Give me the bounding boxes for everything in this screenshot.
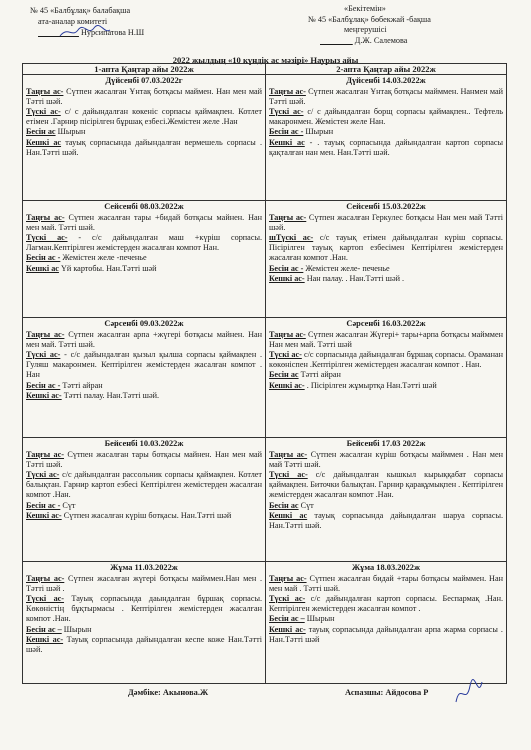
day-cell-left [23,75,265,200]
signature-left [58,24,112,40]
meal-label: Кешкі ас [269,137,305,147]
meal-entry [269,350,503,370]
meal-entry [269,233,503,264]
meal-label: Түскі ас- [26,593,65,603]
header-right [300,4,510,46]
meal-label: Таңғы ас- [269,212,307,222]
week-2-header: 2-апта Қаңтар айы 2022ж [336,64,436,74]
meal-label: шТүскі ас- [269,232,314,242]
meal-text: с/с дайындалған картоп сорпасы. Беспармақ .Нан. Кептірілген жемістерден жасалған компот . [269,593,503,614]
meal-text: с/ с дайындалған көкеніс сорпасы қаймақпен. Котлет етімен .Гарнир пісірілген бұршақ езбесі.Жемістен желе .Нан [26,106,262,127]
meal-text: с/с дайындалған рассольник сорпасы қаймақпен. Котлет балықтан. Гарнир картоп езбесі Кептірілген жемістерден жасалған компот .Нан. [26,469,262,500]
meal-label: Таңғы ас- [26,573,65,583]
meal-entry [269,264,503,274]
head-title: меңгерушісі [344,25,387,34]
meal-entry [269,501,503,511]
day-cell-right [266,562,506,685]
meal-label: Таңғы ас- [26,449,65,459]
meal-entry [26,470,262,501]
meal-text: Сүтпен жасалған Геркулес ботқасы Нан мен май Тәтті шәй. [269,212,503,232]
day-heading: Сәрсенбі 16.03.2022ж [346,319,426,328]
meal-text: Сүтпен жасалған бидай +тары ботқасы майммен. Нан мен май . Тәтті шәй. [269,573,503,593]
meal-label: Кешкі ас- [26,390,62,400]
meal-label: Түскі ас- [269,106,304,116]
meal-text: Сүтпен жасалған күріш ботқасы. Нан.Тәтті шәй [61,510,232,520]
meal-label: Кешкі ас- [26,510,62,520]
signature-cook-icon [452,676,486,710]
meal-label: Түскі ас- [269,349,302,359]
meal-label: Кешкі ас- [26,634,64,644]
meal-text: Сүтпен жасалған арпа +жүгері ботқасы майнен. Нан мен май. Тәтті шәй. [26,329,262,349]
menu-table [22,63,507,684]
meal-label: Түскі ас- [26,232,68,242]
signature-line-right [320,36,353,45]
meal-label: Бесін ас [269,370,299,380]
meal-text: Сүтпен жасалған тары ботқасы майнен. Нан мен май Тәтті шәй. [26,449,262,469]
head-name: Д.Ж. Салемова [354,35,408,45]
meal-label: Бесін ас – [269,614,305,624]
meal-label: Таңғы ас- [269,449,308,459]
day-heading: Бейсенбі 17.03 2022ж [346,439,426,448]
meal-label: Таңғы ас- [269,86,306,96]
day-heading: Сейсенбі 08.03.2022ж [104,202,184,211]
meal-entry [269,625,503,645]
document-header [0,4,531,60]
meal-text: Сүтпен жасалған Ұнтақ ботқасы маймен. Нан мен май Тәтті шәй. [26,86,262,106]
meal-entry [26,87,262,107]
day-row [23,200,506,317]
meal-text: Шырын [61,624,92,634]
day-cell-right [266,438,506,561]
week-header-row [23,64,506,74]
meal-text: Сүтпен жасалған Жүгері+ тары+арпа ботқасы майммен Нан мен май. Тәтті шәй [269,329,503,349]
meal-text: . Пісірілген жұмыртқа Нан.Тәтті шәй [304,380,437,390]
meal-label: Кешкі ас- [269,380,305,390]
committee-head-name: Нурсипатова Н.Ш [80,28,145,37]
meal-text: Шырын [55,127,86,137]
week-1-header: 1-апта Қаңтар айы 2022ж [94,64,194,74]
meal-entry [26,594,262,625]
meal-entry [269,381,503,391]
meal-entry [26,264,262,274]
meal-text: Сүтпен жасалған Ұнтақ ботқасы майммен. Нанмен май Тәтті шәй. [269,86,503,106]
meal-entry [26,625,262,635]
meal-label: Таңғы ас- [26,329,65,339]
meal-label: Түскі ас- [26,349,61,359]
meal-text: с/с тауық етімен дайындалған күріш сорпасы. Пісірілген тауық картоп езбесімен Кептірілген жемістерден жасалған компот .Нан. [269,232,503,263]
meal-entry [269,370,503,380]
meal-label: Бесін ас [269,500,299,510]
approval-word: «Бекітемін» [344,4,386,13]
meal-entry [269,138,503,158]
day-cell-right [266,201,506,317]
meal-entry [26,574,262,594]
meal-label: Кешкі ас [26,137,62,147]
meal-text: Жемістен желе- печенье [303,263,390,273]
day-heading: Бейсенбі 10.03.2022ж [104,439,184,448]
meal-text: тауық сорпасында дайындалған вермешель сорпасы . Нан.Тәтті шәй. [26,137,263,157]
day-heading: Дүйсенбі 14.03.2022ж [346,76,426,85]
meal-entry [269,107,503,127]
meal-label: Таңғы ас- [26,86,64,96]
meal-entry [26,511,262,521]
meal-entry [26,450,262,470]
meal-text: - с/с дайындалған қызыл қылша сорпасы қаймақпен . Гуляш макаронмен. Кептірілген жемістерден жасалған компот . Нан [26,349,262,380]
cook-signature: Аспазшы: Айдосова Р [345,688,429,697]
kindergarten-name: № 45 «Балбұлақ» балабақша [30,6,131,15]
meal-label: Таңғы ас- [26,212,65,222]
meal-text: Тәтті палау. Нан.Тәтті шәй. [61,390,160,400]
meal-entry [26,253,262,263]
meal-text: Сүтпен жасалған тары +бидай ботқасы майнен. Нан мен май. Тәтті шәй. [26,212,262,232]
meal-label: Бесін ас - [26,380,61,390]
meal-entry [269,470,503,501]
meal-entry [26,330,262,350]
meal-text: Сүтпен жасалған күріш ботқасы майммен . Нан мен май Тәтті шәй. [269,449,503,469]
meal-entry [26,213,262,233]
meal-label: Бесін ас - [26,253,61,263]
meal-entry [26,381,262,391]
menu-title: 2022 жылдың «10 күндік ас мәзірі» Наурыз айы [172,55,359,65]
header-left [30,6,230,39]
day-heading: Жұма 11.03.2022ж [110,563,178,572]
meal-text: Шырын [304,614,335,624]
meal-label: Түскі ас- [269,469,308,479]
meal-text: - с/с дайындалған маш +күріш сорпасы. Лагман.Кептірілген жемістерден жасалған компот Нан. [26,232,262,253]
day-row [23,317,506,437]
meal-entry [26,233,262,253]
day-heading: Сәрсенбі 09.03.2022ж [104,319,184,328]
meal-label: Бесін ас - [269,263,304,273]
meal-entry [269,330,503,350]
meal-entry [26,391,262,401]
day-row [23,561,506,685]
meal-text: тауық сорпасында дайындалған шаруа сорпасы. Нан.Тәтті шәй. [269,510,503,530]
meal-entry [269,450,503,470]
meal-text: Тауық сорпасында даындалған бұршақ сорпасы. Көкөністің бұқтырмасы . Кептірілген жемістерден жасалған компот .Нан. [26,593,263,624]
meal-entry [269,213,503,233]
meal-label: Түскі ас- [26,469,60,479]
day-cell-left [23,438,265,561]
meal-entry [269,127,503,137]
meal-label: Бесін ас - [26,500,61,510]
meal-text: Тауық сорпасында дайындалған кеспе коже Нан.Тәтті шәй. [26,634,262,654]
meal-entry [269,87,503,107]
meal-text: Үй картобы. Нан.Тәтті шәй [58,263,157,273]
day-row [23,74,506,200]
meal-label: Бесін ас [26,127,56,137]
meal-label: Бесін ас – [26,624,62,634]
meal-text: с/ с дайындалған борщ сорпасы қаймақпен.. Тефтель макаронмен. Жемістен желе Нан. [269,106,503,127]
day-heading: Жұма 18.03.2022ж [351,563,421,572]
parent-committee: ата-аналар комитеті [38,16,108,26]
meal-text: - . тауық сорпасында дайындалған картоп сорпасы қақталған нан мен. Нан.Тәтті шәй. [269,137,504,157]
meal-text: с/с дайындалған кышкыл кырыққабат сорпасы қаймақпен. Биточки балықтан. Гарнир қарақұмықпен . Кептірілген жемістерден жасалған компот .Нан. [269,469,503,500]
meal-label: Түскі ас- [26,106,61,116]
meal-label: Кешкі ас [269,510,308,520]
day-row [23,437,506,561]
meal-text: тауық сорпасында дайындалған арпа жарма сорпасы . Нан.Тәтті шәй [269,624,503,644]
meal-text: Тәтті айран [60,380,103,390]
meal-text: Жемістен желе -печенье [60,253,147,263]
meal-entry [269,594,503,614]
day-heading: Сейсенбі 15.03.2022ж [346,202,426,211]
meal-entry [26,635,262,655]
day-cell-left [23,201,265,317]
meal-text: Нан палау. . Нан.Тәтті шәй . [304,273,405,283]
meal-entry [269,614,503,624]
meal-label: Кешкі ас- [269,624,306,634]
meal-text: с/с сорпасында дайындалған бұршақ сорпасы. Ораманан көкөніспен .Кептірілген жемістерден жасалған компот . Нан. [269,349,503,370]
meal-label: Таңғы ас- [269,329,306,339]
meal-entry [26,138,262,158]
meal-entry [269,274,503,284]
meal-text: Сүтпен жасалған жүгері ботқасы майммен.Нан мен . Тәтті шәй . [26,573,262,593]
nurse-signature: Дәмбіке: Акынова.Ж [128,688,209,697]
meal-label: Бесін ас - [269,127,304,137]
meal-text: Тәтті айран [298,370,341,380]
meal-entry [269,511,503,531]
meal-entry [26,350,262,381]
meal-label: Түскі ас- [269,593,306,603]
meal-entry [269,574,503,594]
meal-text: Сүт [298,500,314,510]
day-heading: Дүйсенбі 07.03.2022г [105,76,183,85]
day-cell-left [23,318,265,437]
meal-entry [26,107,262,127]
meal-text: Шырын [303,127,334,137]
meal-label: Кешкі ас [26,263,59,273]
day-cell-right [266,75,506,200]
day-cell-left [23,562,265,685]
meal-text: Сүт [60,500,76,510]
day-cell-right [266,318,506,437]
meal-label: Таңғы ас- [269,573,307,583]
kindergarten-full-name: № 45 «Балбұлақ» бөбекжай -бақша [308,14,431,24]
meal-entry [26,501,262,511]
meal-entry [26,127,262,137]
meal-label: Кешкі ас- [269,273,305,283]
